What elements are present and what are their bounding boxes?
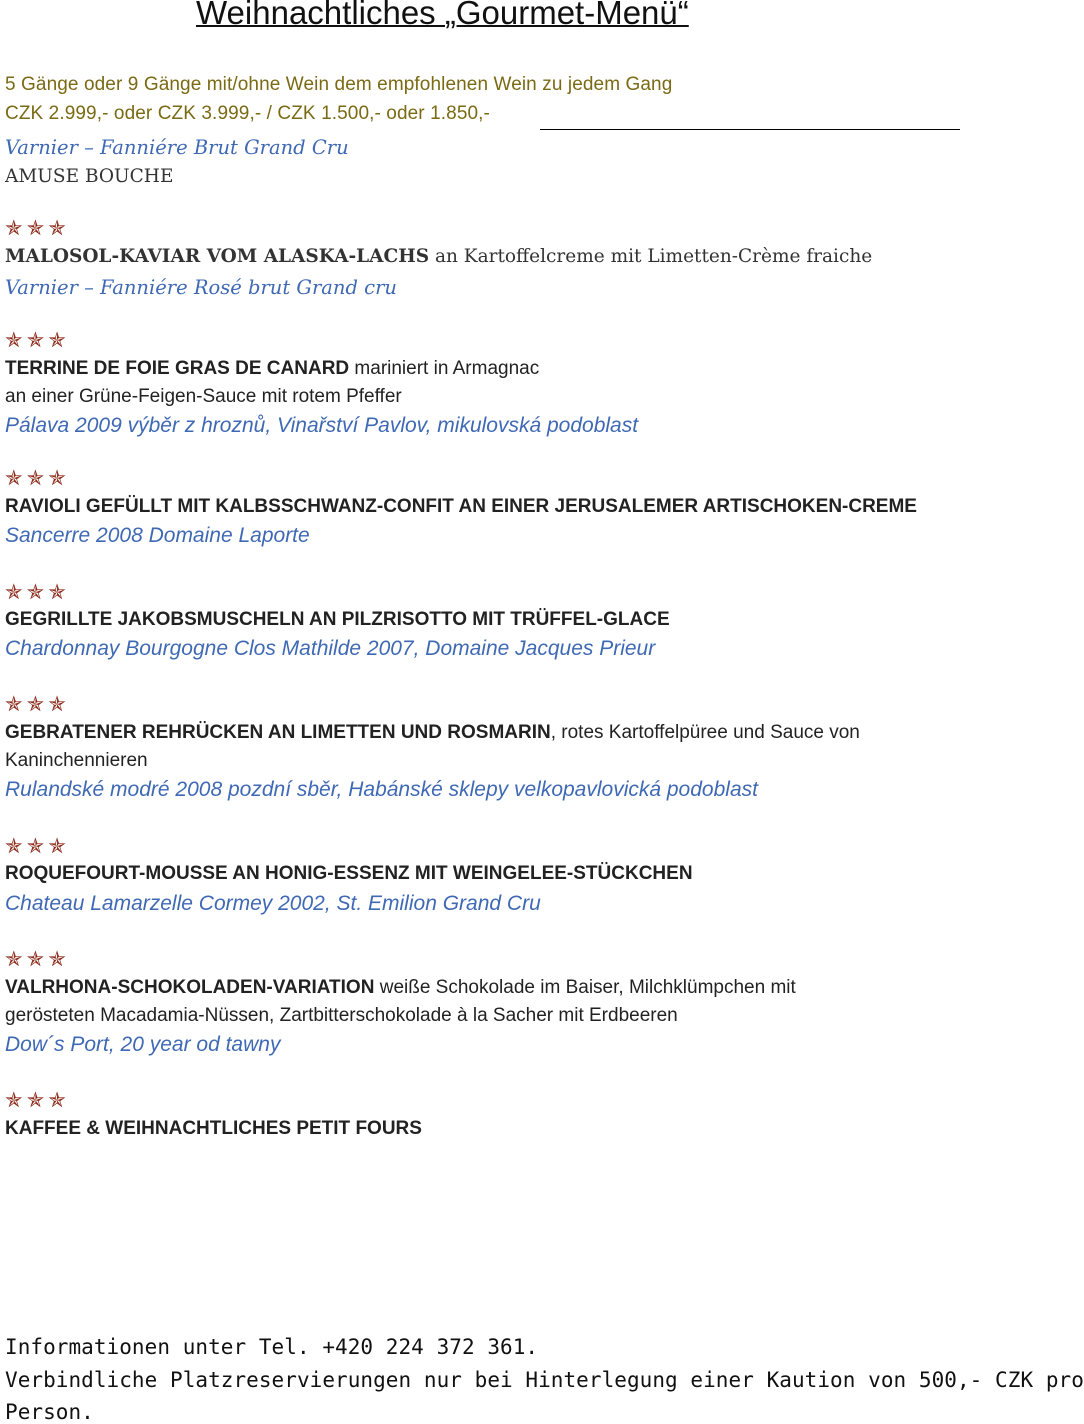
horizontal-rule xyxy=(540,129,960,130)
wine-pairing: Dow´s Port, 20 year od tawny xyxy=(5,1033,281,1056)
course-title: GEBRATENER REHRÜCKEN AN LIMETTEN UND ROSMARIN xyxy=(5,722,551,743)
course-description xyxy=(5,863,693,885)
course-description xyxy=(5,722,860,744)
wine-pairing: Chateau Lamarzelle Cormey 2002, St. Emilion Grand Cru xyxy=(5,892,541,915)
course-detail-line: Kaninchennieren xyxy=(5,750,148,771)
course-title: MALOSOL-KAVIAR VOM ALASKA-LACHS xyxy=(5,246,430,267)
star-separator-icon: ✯✯✯ xyxy=(5,580,70,604)
course-detail: weiße Schokolade im Baiser, Milchklümpchen mit xyxy=(374,977,796,998)
wine-pairing: Varnier – Fanniére Rosé brut Grand cru xyxy=(5,276,397,299)
course-detail: , rotes Kartoffelpüree und Sauce von xyxy=(550,722,860,743)
wine-pairing: Varnier – Fanniére Brut Grand Cru xyxy=(5,136,349,159)
promo-courses-text: 5 Gänge oder 9 Gänge mit/ohne Wein dem empfohlenen Wein zu jedem Gang xyxy=(5,74,673,95)
course-description xyxy=(5,1118,422,1140)
course-description xyxy=(5,246,872,267)
star-separator-icon: ✯✯✯ xyxy=(5,834,70,858)
course-detail: mariniert in Armagnac xyxy=(349,358,540,379)
wine-pairing: Sancerre 2008 Domaine Laporte xyxy=(5,524,310,547)
course-description xyxy=(5,977,796,999)
course-detail-line: gerösteten Macadamia-Nüssen, Zartbitterschokolade à la Sacher mit Erdbeeren xyxy=(5,1005,678,1026)
star-separator-icon: ✯✯✯ xyxy=(5,947,70,971)
course-title: VALRHONA-SCHOKOLADEN-VARIATION xyxy=(5,977,375,998)
star-separator-icon: ✯✯✯ xyxy=(5,466,70,490)
footer-phone-info: Informationen unter Tel. +420 224 372 361. xyxy=(5,1335,539,1359)
course-title: GEGRILLTE JAKOBSMUSCHELN AN PILZRISOTTO MIT TRÜFFEL-GLACE xyxy=(5,609,670,630)
footer-reservation-info: Verbindliche Platzreservierungen nur bei Hinterlegung einer Kaution von 500,- CZK pro xyxy=(5,1368,1084,1392)
wine-pairing: Chardonnay Bourgogne Clos Mathilde 2007, Domaine Jacques Prieur xyxy=(5,637,656,660)
course-description xyxy=(5,496,917,518)
course-title: AMUSE BOUCHE xyxy=(5,166,174,187)
wine-pairing: Rulandské modré 2008 pozdní sběr, Habánské sklepy velkopavlovická podoblast xyxy=(5,778,758,801)
star-separator-icon: ✯✯✯ xyxy=(5,692,70,716)
course-description xyxy=(5,358,539,380)
course-description xyxy=(5,609,670,631)
course-title: TERRINE DE FOIE GRAS DE CANARD xyxy=(5,358,350,379)
star-separator-icon: ✯✯✯ xyxy=(5,1088,70,1112)
promo-price-text: CZK 2.999,- oder CZK 3.999,- / CZK 1.500,- oder 1.850,- xyxy=(5,103,490,124)
course-title: ROQUEFOURT-MOUSSE AN HONIG-ESSENZ MIT WEINGELEE-STÜCKCHEN xyxy=(5,863,693,884)
footer-reservation-info-cont: Person. xyxy=(5,1400,94,1424)
course-title: KAFFEE & WEIHNACHTLICHES PETIT FOURS xyxy=(5,1118,422,1139)
star-separator-icon: ✯✯✯ xyxy=(5,328,70,352)
course-detail-line: an einer Grüne-Feigen-Sauce mit rotem Pfeffer xyxy=(5,386,402,407)
course-title: RAVIOLI GEFÜLLT MIT KALBSSCHWANZ-CONFIT AN EINER JERUSALEMER ARTISCHOKEN-CREME xyxy=(5,496,917,517)
page-title: Weihnachtliches „Gourmet-Menü“ xyxy=(196,0,689,31)
star-separator-icon: ✯✯✯ xyxy=(5,216,70,240)
wine-pairing: Pálava 2009 výběr z hroznů, Vinařství Pavlov, mikulovská podoblast xyxy=(5,414,639,437)
course-detail: an Kartoffelcreme mit Limetten-Crème fraiche xyxy=(429,246,873,267)
